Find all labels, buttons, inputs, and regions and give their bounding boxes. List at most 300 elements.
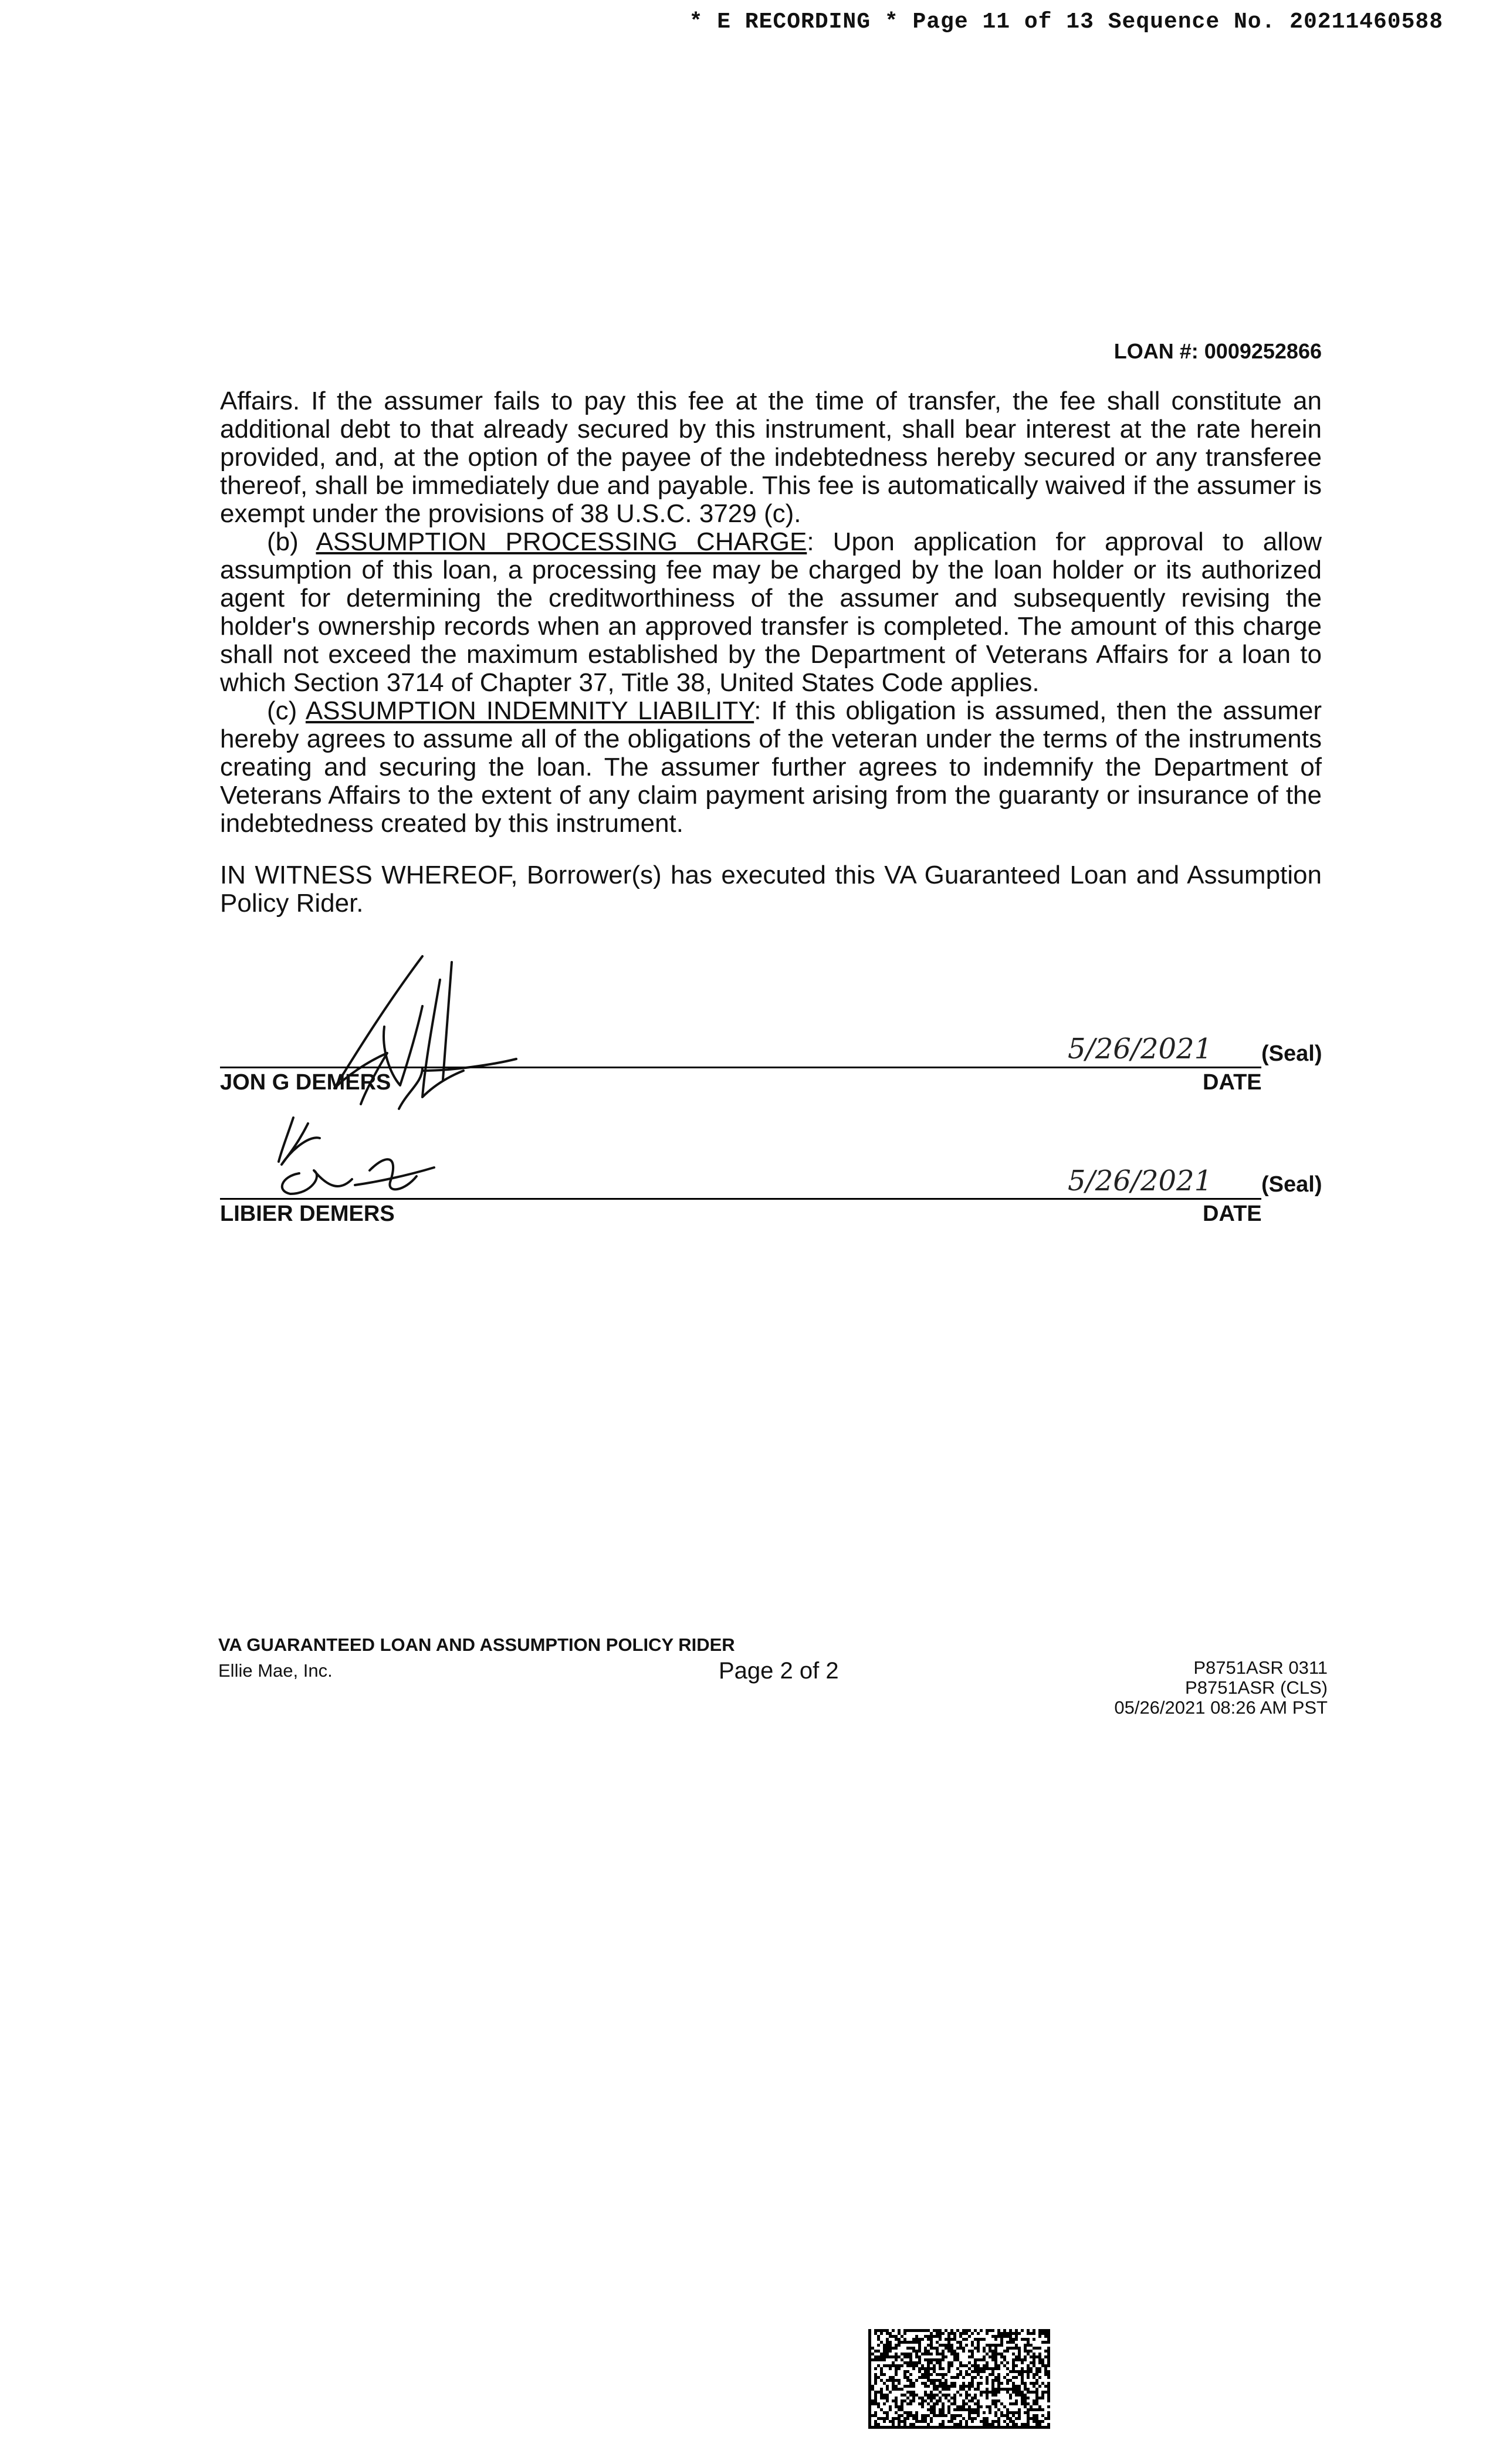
barcode-module [939, 2379, 942, 2382]
barcode-module [880, 2397, 883, 2399]
barcode-module [930, 2373, 933, 2376]
barcode-module [947, 2367, 950, 2370]
barcode-module [1015, 2335, 1018, 2338]
barcode-module [903, 2329, 906, 2332]
barcode-module [1015, 2329, 1018, 2332]
barcode-module [962, 2405, 965, 2408]
barcode-module [1044, 2370, 1047, 2373]
barcode-module [1027, 2332, 1030, 2335]
barcode-module [915, 2361, 918, 2364]
barcode-module [883, 2353, 886, 2355]
barcode-module [901, 2405, 903, 2408]
barcode-module [942, 2344, 945, 2347]
barcode-module [942, 2332, 945, 2335]
barcode-module [980, 2329, 983, 2332]
barcode-module [895, 2347, 898, 2350]
barcode-module [950, 2353, 953, 2355]
barcode-module [883, 2420, 886, 2423]
barcode-module [930, 2399, 933, 2402]
barcode-module [912, 2399, 915, 2402]
barcode-module [898, 2426, 901, 2429]
barcode-module [994, 2394, 997, 2397]
continuation-paragraph: Affairs. If the assumer fails to pay this fee at the time of transfer, the fee shall constitute an additional debt to that already secured by this instrument, shall bear interest at the rate herein provided, and, at the option of the payee of the indebtedness hereby secured or any transferee thereof, shall be immediately due and payable. This fee is automatically waived if the assumer is exempt under the provisions of 38 U.S.C. 3729 (c). [220, 387, 1322, 528]
barcode-module [936, 2347, 939, 2350]
barcode-module [924, 2391, 927, 2394]
barcode-module [983, 2370, 986, 2373]
barcode-module [959, 2405, 962, 2408]
barcode-module [912, 2385, 915, 2388]
barcode-module [874, 2397, 877, 2399]
barcode-module [901, 2408, 903, 2411]
barcode-module [927, 2373, 930, 2376]
barcode-module [1038, 2355, 1041, 2358]
barcode-module [906, 2370, 909, 2373]
barcode-module [1021, 2423, 1024, 2426]
barcode-module [1021, 2402, 1024, 2405]
barcode-module [994, 2426, 997, 2429]
barcode-module [1024, 2411, 1027, 2414]
barcode-module [1035, 2426, 1038, 2429]
barcode-module [877, 2376, 880, 2379]
barcode-module [1006, 2347, 1009, 2350]
barcode-module [898, 2341, 901, 2344]
barcode-module [1018, 2350, 1021, 2353]
barcode-module [1024, 2350, 1027, 2353]
barcode-module [880, 2367, 883, 2370]
barcode-module [1047, 2361, 1050, 2364]
barcode-module [930, 2347, 933, 2350]
barcode-module [1012, 2367, 1015, 2370]
barcode-module [1035, 2382, 1038, 2385]
barcode-module [977, 2408, 980, 2411]
barcode-module [886, 2364, 889, 2367]
barcode-module [962, 2417, 965, 2420]
barcode-module [921, 2364, 924, 2367]
barcode-module [1035, 2414, 1038, 2417]
barcode-module [889, 2332, 892, 2335]
barcode-module [906, 2379, 909, 2382]
barcode-module [895, 2364, 898, 2367]
barcode-module [956, 2341, 959, 2344]
barcode-module [971, 2417, 974, 2420]
barcode-module [956, 2376, 959, 2379]
barcode-module [895, 2397, 898, 2399]
barcode-module [895, 2379, 898, 2382]
barcode-module [997, 2408, 1000, 2411]
barcode-module [889, 2364, 892, 2367]
barcode-module [912, 2382, 915, 2385]
barcode-module [991, 2355, 994, 2358]
barcode-module [874, 2414, 877, 2417]
barcode-module [924, 2373, 927, 2376]
barcode-module [950, 2385, 953, 2388]
barcode-module [1044, 2350, 1047, 2353]
barcode-module [1027, 2397, 1030, 2399]
barcode-module [1044, 2385, 1047, 2388]
barcode-module [1000, 2341, 1003, 2344]
barcode-module [947, 2350, 950, 2353]
barcode-module [980, 2358, 983, 2361]
barcode-module [1006, 2408, 1009, 2411]
barcode-module [1041, 2332, 1044, 2335]
barcode-module [903, 2353, 906, 2355]
barcode-module [1018, 2417, 1021, 2420]
barcode-module [933, 2367, 936, 2370]
barcode-module [980, 2382, 983, 2385]
barcode-module [974, 2370, 977, 2373]
barcode-module [868, 2338, 871, 2341]
barcode-module [986, 2423, 989, 2426]
barcode-module [965, 2394, 968, 2397]
assumption-indemnity-liability-paragraph [220, 697, 1322, 838]
barcode-module [909, 2391, 912, 2394]
barcode-module [1035, 2399, 1038, 2402]
barcode-module [1033, 2402, 1035, 2405]
barcode-module [956, 2391, 959, 2394]
barcode-module [892, 2417, 895, 2420]
barcode-module [962, 2376, 965, 2379]
barcode-module [977, 2358, 980, 2361]
barcode-module [1035, 2367, 1038, 2370]
barcode-module [959, 2364, 962, 2367]
barcode-module [1047, 2411, 1050, 2414]
barcode-module [939, 2332, 942, 2335]
barcode-module [1012, 2361, 1015, 2364]
barcode-module [877, 2423, 880, 2426]
barcode-module [1047, 2341, 1050, 2344]
barcode-module [909, 2347, 912, 2350]
barcode-module [868, 2417, 871, 2420]
barcode-module [886, 2411, 889, 2414]
barcode-module [1009, 2394, 1012, 2397]
barcode-module [965, 2402, 968, 2405]
barcode-module [892, 2364, 895, 2367]
barcode-module [1018, 2426, 1021, 2429]
barcode-module [989, 2329, 991, 2332]
barcode-module [915, 2355, 918, 2358]
barcode-module [927, 2379, 930, 2382]
barcode-module [956, 2426, 959, 2429]
barcode-module [1015, 2385, 1018, 2388]
barcode-module [1033, 2373, 1035, 2376]
barcode-module [921, 2405, 924, 2408]
barcode-module [1012, 2364, 1015, 2367]
barcode-module [994, 2358, 997, 2361]
barcode-module [1041, 2414, 1044, 2417]
barcode-module [971, 2426, 974, 2429]
barcode-module [953, 2382, 956, 2385]
barcode-module [1038, 2423, 1041, 2426]
barcode-module [971, 2379, 974, 2382]
barcode-module [1041, 2361, 1044, 2364]
barcode-module [912, 2329, 915, 2332]
barcode-module [909, 2355, 912, 2358]
barcode-module [977, 2332, 980, 2335]
barcode-module [1018, 2353, 1021, 2355]
barcode-module [1041, 2426, 1044, 2429]
barcode-module [968, 2399, 971, 2402]
barcode-module [918, 2397, 921, 2399]
barcode-module [997, 2335, 1000, 2338]
barcode-module [956, 2355, 959, 2358]
barcode-module [986, 2394, 989, 2397]
barcode-module [915, 2338, 918, 2341]
barcode-module [915, 2414, 918, 2417]
form-code-cls: P8751ASR (CLS) [1185, 1677, 1328, 1698]
barcode-module [936, 2353, 939, 2355]
barcode-module [997, 2344, 1000, 2347]
barcode-module [974, 2388, 977, 2391]
barcode-module [933, 2408, 936, 2411]
barcode-module [991, 2370, 994, 2373]
barcode-module [889, 2426, 892, 2429]
barcode-module [924, 2376, 927, 2379]
barcode-module [1047, 2394, 1050, 2397]
barcode-module [903, 2361, 906, 2364]
barcode-module [1027, 2414, 1030, 2417]
barcode-module [953, 2397, 956, 2399]
barcode-module [945, 2329, 947, 2332]
barcode-module [945, 2373, 947, 2376]
barcode-module [1021, 2426, 1024, 2429]
barcode-module [1030, 2350, 1033, 2353]
barcode-module [901, 2399, 903, 2402]
barcode-module [959, 2344, 962, 2347]
barcode-module [986, 2376, 989, 2379]
barcode-module [947, 2338, 950, 2341]
barcode-module [1024, 2426, 1027, 2429]
barcode-module [968, 2335, 971, 2338]
barcode-module [962, 2399, 965, 2402]
barcode-module [965, 2338, 968, 2341]
barcode-module [942, 2405, 945, 2408]
barcode-module [1009, 2411, 1012, 2414]
barcode-module [1044, 2391, 1047, 2394]
barcode-module [892, 2329, 895, 2332]
barcode-module [980, 2391, 983, 2394]
barcode-module [930, 2353, 933, 2355]
barcode-module [942, 2426, 945, 2429]
barcode-module [962, 2350, 965, 2353]
barcode-module [974, 2329, 977, 2332]
barcode-module [974, 2367, 977, 2370]
barcode-module [997, 2373, 1000, 2376]
barcode-module [965, 2332, 968, 2335]
barcode-module [903, 2341, 906, 2344]
barcode-module [1033, 2347, 1035, 2350]
barcode-module [906, 2391, 909, 2394]
barcode-module [989, 2423, 991, 2426]
barcode-module [1006, 2382, 1009, 2385]
barcode-module [1003, 2335, 1006, 2338]
barcode-module [1021, 2367, 1024, 2370]
barcode-module [997, 2423, 1000, 2426]
barcode-module [983, 2420, 986, 2423]
barcode-module [986, 2391, 989, 2394]
barcode-module [918, 2344, 921, 2347]
barcode-module [959, 2414, 962, 2417]
barcode-module [886, 2338, 889, 2341]
barcode-module [936, 2361, 939, 2364]
barcode-module [1044, 2373, 1047, 2376]
barcode-module [968, 2408, 971, 2411]
barcode-module [1027, 2373, 1030, 2376]
barcode-module [1018, 2355, 1021, 2358]
barcode-module [1012, 2382, 1015, 2385]
barcode-module [909, 2426, 912, 2429]
barcode-module [953, 2426, 956, 2429]
barcode-module [889, 2355, 892, 2358]
barcode-module [1003, 2376, 1006, 2379]
barcode-module [930, 2411, 933, 2414]
barcode-module [939, 2408, 942, 2411]
barcode-module [1000, 2338, 1003, 2341]
barcode-module [977, 2385, 980, 2388]
barcode-module [994, 2353, 997, 2355]
barcode-module [868, 2423, 871, 2426]
barcode-module [909, 2385, 912, 2388]
barcode-module [950, 2402, 953, 2405]
barcode-module [1024, 2388, 1027, 2391]
barcode-module [871, 2388, 874, 2391]
signature-line [220, 1198, 1261, 1200]
barcode-module [994, 2335, 997, 2338]
barcode-module [1047, 2358, 1050, 2361]
barcode-module [874, 2420, 877, 2423]
barcode-module [880, 2329, 883, 2332]
barcode-module [892, 2420, 895, 2423]
barcode-module [968, 2414, 971, 2417]
barcode-module [991, 2382, 994, 2385]
barcode-module [1009, 2379, 1012, 2382]
barcode-module [892, 2388, 895, 2391]
loan-number: LOAN #: 0009252866 [1113, 339, 1322, 363]
barcode-module [991, 2344, 994, 2347]
barcode-module [989, 2344, 991, 2347]
barcode-module [1009, 2402, 1012, 2405]
barcode-module [997, 2364, 1000, 2367]
barcode-module [1038, 2426, 1041, 2429]
barcode-module [1021, 2358, 1024, 2361]
barcode-module [898, 2417, 901, 2420]
barcode-module [1041, 2364, 1044, 2367]
barcode-module [909, 2358, 912, 2361]
barcode-module [1012, 2391, 1015, 2394]
barcode-module [1015, 2364, 1018, 2367]
barcode-module [874, 2411, 877, 2414]
barcode-module [927, 2414, 930, 2417]
barcode-module [868, 2402, 871, 2405]
barcode-module [871, 2402, 874, 2405]
barcode-module [991, 2329, 994, 2332]
barcode-module [971, 2376, 974, 2379]
barcode-module [936, 2350, 939, 2353]
barcode-module [933, 2411, 936, 2414]
barcode-module [933, 2335, 936, 2338]
barcode-module [871, 2353, 874, 2355]
barcode-module [915, 2411, 918, 2414]
barcode-module [962, 2382, 965, 2385]
barcode-module [1012, 2358, 1015, 2361]
barcode-image [868, 2329, 1050, 2429]
barcode-module [892, 2423, 895, 2426]
barcode-module [1027, 2388, 1030, 2391]
barcode-module [994, 2376, 997, 2379]
barcode-module [991, 2373, 994, 2376]
barcode-module [880, 2394, 883, 2397]
barcode-module [939, 2391, 942, 2394]
barcode-module [912, 2391, 915, 2394]
barcode-module [1024, 2397, 1027, 2399]
barcode-module [1021, 2391, 1024, 2394]
barcode-module [1024, 2338, 1027, 2341]
barcode-module [942, 2414, 945, 2417]
barcode-module [912, 2341, 915, 2344]
barcode-module [906, 2385, 909, 2388]
barcode-module [980, 2338, 983, 2341]
barcode-module [918, 2341, 921, 2344]
barcode-module [868, 2426, 871, 2429]
barcode-module [936, 2332, 939, 2335]
barcode-module [1027, 2338, 1030, 2341]
barcode-module [974, 2376, 977, 2379]
barcode-module [883, 2350, 886, 2353]
barcode-module [953, 2358, 956, 2361]
barcode-module [991, 2353, 994, 2355]
barcode-module [1000, 2411, 1003, 2414]
barcode-module [883, 2417, 886, 2420]
barcode-module [1044, 2329, 1047, 2332]
seal-label: (Seal) [1261, 1041, 1322, 1066]
barcode-module [927, 2350, 930, 2353]
barcode-module [889, 2335, 892, 2338]
barcode-module [912, 2394, 915, 2397]
barcode-module [909, 2402, 912, 2405]
barcode-module [868, 2364, 871, 2367]
barcode-module [956, 2358, 959, 2361]
barcode-module [947, 2426, 950, 2429]
barcode-module [883, 2426, 886, 2429]
barcode-module [950, 2417, 953, 2420]
barcode-module [898, 2408, 901, 2411]
barcode-module [1003, 2364, 1006, 2367]
barcode-module [921, 2338, 924, 2341]
barcode-module [877, 2355, 880, 2358]
barcode-module [1038, 2361, 1041, 2364]
barcode-module [1021, 2370, 1024, 2373]
barcode-module [1021, 2399, 1024, 2402]
barcode-module [895, 2353, 898, 2355]
barcode-module [974, 2347, 977, 2350]
barcode-module [962, 2385, 965, 2388]
barcode-module [921, 2397, 924, 2399]
barcode-module [994, 2364, 997, 2367]
barcode-module [874, 2329, 877, 2332]
barcode-module [962, 2426, 965, 2429]
barcode-module [997, 2367, 1000, 2370]
signer-name: LIBIER DEMERS [220, 1201, 395, 1226]
barcode-module [933, 2402, 936, 2405]
barcode-module [889, 2341, 892, 2344]
barcode-module [1033, 2364, 1035, 2367]
barcode-module [1047, 2338, 1050, 2341]
barcode-module [936, 2329, 939, 2332]
company-name: Ellie Mae, Inc. [218, 1660, 333, 1681]
barcode-module [1006, 2335, 1009, 2338]
barcode-module [1027, 2420, 1030, 2423]
barcode-module [927, 2361, 930, 2364]
barcode-module [901, 2420, 903, 2423]
